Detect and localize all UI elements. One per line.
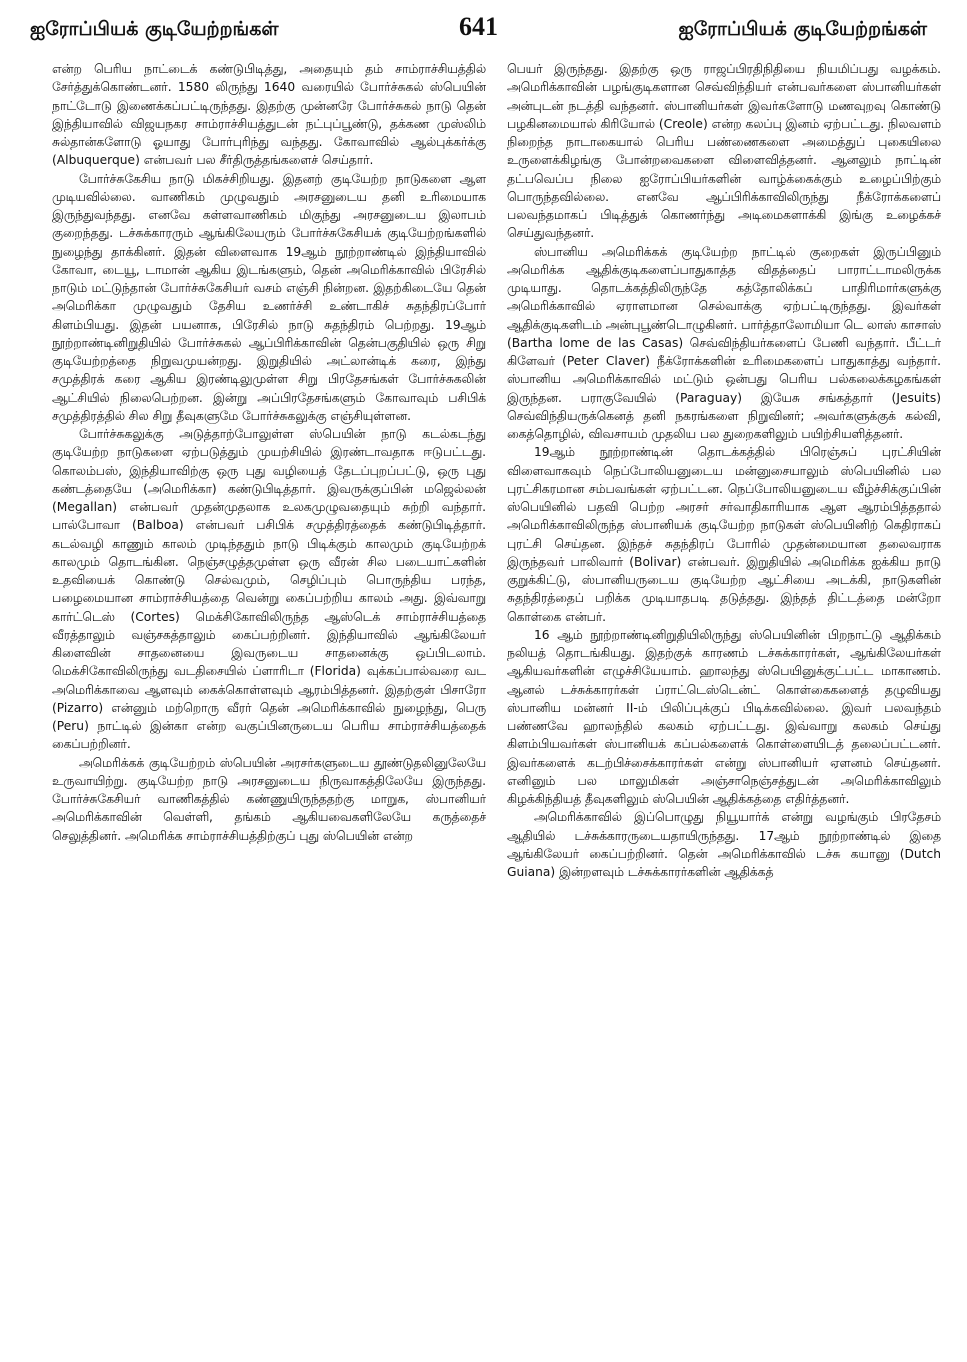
left-column (52, 60, 486, 1350)
running-title-right: ஐரோப்பியக் குடியேற்றங்கள் (678, 18, 927, 40)
paragraph: போர்ச்சுகலுக்கு அடுத்தாற்போலுள்ள ஸ்பெயின் நாடு கடல்கடந்து குடியேற்ற நாடுகளை ஏற்படுத்தும் முயற்சியில் இரண்டாவதாக ஈடுபட்டது. கொலம்பஸ், இந்தியாவிற்கு ஒரு புது வழியைத் தேடப்புறப்பட்டு, ஒரு புது கண்டத்தையே (அமெரிக்கா) கண்டுபிடித்தார். இவருக்குப்பின் மஜெல்லன் (Megallan) என்பவர் முதன்முதலாக உலகமுழுவதையும் சுற்றி வந்தார். பால்போவா (Balboa) என்பவர் பசிபிக் சமுத்திரத்தைக் கண்டுபிடித்தார். கடல்வழி காணும் காலம் முடிந்ததும் நாடு பிடிக்கும் காலமும் குடியேற்றக் காலமும் தொடங்கின. நெஞ்சழுத்தமுள்ள ஒரு வீரன் சில படையாட்களின் உதவியைக் கொண்டு செல்வமும், செழிப்பும் பொருந்திய பரந்த, பழைமையான சாம்ராச்சியத்தை வென்று கைப்பற்றிய காலம் அது. இவ்வாறு கார்ட்டெஸ் (Cortes) மெக்சிகோவிலிருந்த ஆஸ்டெக் சாம்ராச்சியத்தை வீரத்தாலும் வஞ்சகத்தாலும் கைப்பற்றினர். இந்தியாவில் ஆங்கிலேயர் கிளைவின் சாதனையை இவருடைய சாதனைக்கு ஒப்பிடலாம். மெக்சிகோவிலிருந்து வடதிசையில் ப்ளாரிடா (Florida) வுக்கப்பால்வரை வட அமெரிக்காவை ஆளவும் கைக்கொள்ளவும் ஆரம்பித்தனர். இதற்குள் பிசாரோ (Pizarro) என்னும் மற்றொரு வீரர் தென் அமெரிக்காவில் நுழைந்து, பெரு (Peru) நாட்டில் இன்கா என்ற வகுப்பினருடைய பெரிய சாம்ராச்சியத்தைக் கைப்பற்றினர். (52, 427, 486, 752)
paragraph: 16 ஆம் நூற்றாண்டினிறுதியிலிருந்து ஸ்பெயினின் பிறநாட்டு ஆதிக்கம் நலியத் தொடங்கியது. இதற்குக் காரணம் டச்சுக்காரர்கள், ஆங்கிலேயர்கள் ஆகியவர்களின் எழுச்சியேயாம். ஹாலந்து ஸ்பெயினுக்குட்பட்ட மாகாணம். ஆனல் டச்சுக்காரர்கள் ப்ராட்டெஸ்டென்ட் கொள்கைகளைத் தழுவியது ஸ்பானிய மன்னர் II-ம் பிலிப்புக்குப் பிடிக்கவில்லை. இவர் பலவந்தம் பண்ணவே ஹாலந்தில் கலகம் ஏற்பட்டது. இவ்வாறு கலகம் செய்து கிளம்பியவர்கள் ஸ்பானியக் கப்பல்களைக் கொள்ளையிடத் தலைப்பட்டனர். இவர்களைக் கடற்பிச்சைக்காரர்கள் என்று ஸ்பானியர் ஏளனம் செய்தனர். எனினும் பல மாலுமிகள் அஞ்சாநெஞ்சத்துடன் அமெரிக்காவிலும் கிழக்கிந்தியத் தீவுகளிலும் ஸ்பெயின் ஆதிக்கத்தை எதிர்த்தனர். (507, 627, 941, 806)
page-header (30, 14, 927, 48)
paragraph: ஸ்பானிய அமெரிக்கக் குடியேற்ற நாட்டில் குறைகள் இருப்பினும் அமெரிக்க ஆதிக்குடிகளைப்பாதுகாத்த விதத்தைப் பாராட்டாமலிருக்க முடியாது. தொடக்கத்திலிருந்தே கத்தோலிக்கப் பாதிரிமார்களுக்கு அமெரிக்காவில் ஏராளமான செல்வாக்கு ஏற்பட்டிருந்தது. இவர்கள் ஆதிக்குடிகளிடம் அன்புபூண்டொழுகினர். பார்த்தாலோமியா டெ லாஸ் காசாஸ் (Bartha lome de las Casas) செவ்விந்தியர்களைப் பேணி வந்தார். பீட்டர் கிளேவர் (Peter Claver) நீக்ரோக்களின் உரிமைகளைப் பாதுகாத்து வந்தார். ஸ்பானிய அமெரிக்காவில் மட்டும் ஒன்பது பெரிய பல்கலைக்கழகங்கள் இருந்தன. பராகுவேயில் (Paraguay) இயேசு சங்கத்தார் (Jesuits) செவ்விந்தியருக்கெனத் தனி நகரங்களை நிறுவினர்; அவர்களுக்குக் கல்வி, கைத்தொழில், விவசாயம் முதலிய பல துறைகளிலும் பயிற்சியளித்தனர். (507, 244, 941, 441)
right-column (507, 60, 941, 1350)
paragraph: போர்ச்சுகேசிய நாடு மிகச்சிறியது. இதனற் குடியேற்ற நாடுகளை ஆள முடியவில்லை. வாணிகம் முழுவதும் அரசனுடைய தனி உரிமையாக இருந்துவந்தது. எனவே கள்ளவாணிகம் மிகுந்து அரசனுடைய இலாபம் குறைந்தது. டச்சுக்காரரும் ஆங்கிலேயரும் போர்ச்சுகேசியக் குடியேற்றங்களில் நுழைந்து தாக்கினர். இதன் விளைவாக 19ஆம் நூற்றாண்டில் இந்தியாவில் கோவா, டையூ, டாமான் ஆகிய இடங்களும், தென் அமெரிக்காவில் பிரேசில் நாடும் மட்டுந்தான் போர்ச்சுகேசியர் வசம் எஞ்சி நின்றன. இதற்கிடையே தென் அமெரிக்கா முழுவதும் தேசிய உணர்ச்சி உண்டாகிச் சுதந்திரப்போர் கிளம்பியது. இதன் பயனாக, பிரேசில் நாடு சுதந்திரம் பெற்றது. 19ஆம் நூற்றாண்டினிறுதியில் போர்ச்சுகல் ஆப்பிரிக்காவின் தென்பகுதியில் ஒரு சிறு குடியேற்றத்தை நிறுவமுயன்றது. இறுதியில் அட்லான்டிக் கரை, இந்து சமுத்திரக் கரை ஆகிய இரண்டிலுமுள்ள சிறு பிரதேசங்கள் போர்ச்சுகலின் ஆட்சியில் நிலைபெற்றன. இன்று அப்பிரதேசங்களும் கோவாவும் பசிபிக் சமுத்திரத்தில் சில சிறு தீவுகளுமே போர்ச்சுகலுக்கு எஞ்சியுள்ளன. (52, 171, 486, 423)
paragraph: என்ற பெரிய நாட்டைக் கண்டுபிடித்து, அதையும் தம் சாம்ராச்சியத்தில் சேர்த்துக்கொண்டனர். 1580 லிருந்து 1640 வரையில் போர்ச்சுகல் ஸ்பெயின் நாட்டோடு இணைக்கப்பட்டிருந்தது. இதற்கு முன்னரே போர்ச்சுகல் நாடு தென் இந்தியாவில் விஜயநகர சாம்ராச்சியத்துடன் நட்புப்பூண்டு, தக்கண முஸ்லிம் சுல்தான்களோடு ஓயாது போர்புரிந்து வந்தது. கோவாவில் ஆல்புக்கர்க்கு (Albuquerque) என்பவர் பல சீர்திருத்தங்களைச் செய்தார். (52, 62, 486, 168)
paragraph: அமெரிக்கக் குடியேற்றம் ஸ்பெயின் அரசர்களுடைய தூண்டுதலினுலேயே உருவாயிற்று. குடியேற்ற நாடு அரசனுடைய நிருவாகத்திலேயே இருந்தது. போர்ச்சுகேசியர் வாணிகத்தில் கண்ணுயிருந்ததற்கு மாறுக, ஸ்பானியர் அமெரிக்காவின் வெள்ளி, தங்கம் ஆகியவைகளிலேயே கருத்தைச் செலுத்தினர். அமெரிக்க சாம்ராச்சியத்திற்குப் புது ஸ்பெயின் என்ற (52, 755, 486, 843)
paragraph: பெயர் இருந்தது. இதற்கு ஒரு ராஜப்பிரதிநிதியை நியமிப்பது வழக்கம். அமெரிக்காவின் பழங்குடிகளான செவ்விந்தியர் என்பவர்களை ஸ்பானியர்கள் அன்புடன் நடத்தி வந்தனர். ஸ்பானியர்கள் இவர்களோடு மணவுறவு கொண்டு பழகினமையால் கிரியோல் (Creole) என்ற கலப்பு இனம் ஏற்பட்டது. நிலவளம் நிறைந்த நாடாகையால் பெரிய பண்ணைகளை அமைத்துப் புகையிலை உருளைக்கிழங்கு போன்றவைகளை விளைவித்தனர். ஆனலும் நாட்டின் தட்பவெப்ப நிலை ஐரோப்பியர்களின் வாழ்க்கைக்கும் உழைப்பிற்கும் பொருந்தவில்லை. எனவே ஆப்பிரிக்காவிலிருந்து நீக்ரோக்களைப் பலவந்தமாகப் பிடித்துக் கொணர்ந்து அடிமைகளாக்கி இங்கு உழைக்கச் செய்துவந்தனர். (507, 62, 941, 241)
page-number: 641 (459, 12, 498, 41)
paragraph: 19ஆம் நூற்றாண்டின் தொடக்கத்தில் பிரெஞ்சுப் புரட்சியின் விளைவாகவும் நெப்போலியனுடைய மன்னுசையாலும் ஸ்பெயினில் பல புரட்சிகரமான சம்பவங்கள் ஏற்பட்டன. நெப்போலியனுடைய வீழ்ச்சிக்குப்பின் ஸ்பெயினில் பதவி பெற்ற அரசர் சர்வாதிகாரியாக ஆள ஆரம்பித்ததால் அமெரிக்காவிலிருந்த ஸ்பானியக் குடியேற்ற நாடுகள் ஸ்பெயினிற் கெதிராகப் புரட்சி செய்தன. இந்தச் சுதந்திரப் போரில் முதன்மையான தலைவராக இருந்தவர் பாலிவார் (Bolivar) என்பவர். இறுதியில் அமெரிக்க ஐக்கிய நாடு குறுக்கிட்டு, ஸ்பானியருடைய குடியேற்ற ஆட்சியை அடக்கி, நாடுகளின் சுதந்திரத்தைப் பறிக்க முடியாதபடி தடுத்தது. இந்தத் திட்டத்தை மன்றோ கொள்கை என்பர். (507, 445, 941, 624)
running-title-left: ஐரோப்பியக் குடியேற்றங்கள் (30, 18, 279, 40)
paragraph: அமெரிக்காவில் இப்பொழுது நியூயார்க் என்று வழங்கும் பிரதேசம் ஆதியில் டச்சுக்காரருடையதாயிருந்தது. 17ஆம் நூற்றாண்டில் இதை ஆங்கிலேயர் கைப்பற்றினர். தென் அமெரிக்காவில் டச்சு கயானு (Dutch Guiana) இன்றளவும் டச்சுக்காரர்களின் ஆதிக்கத் (507, 810, 941, 879)
